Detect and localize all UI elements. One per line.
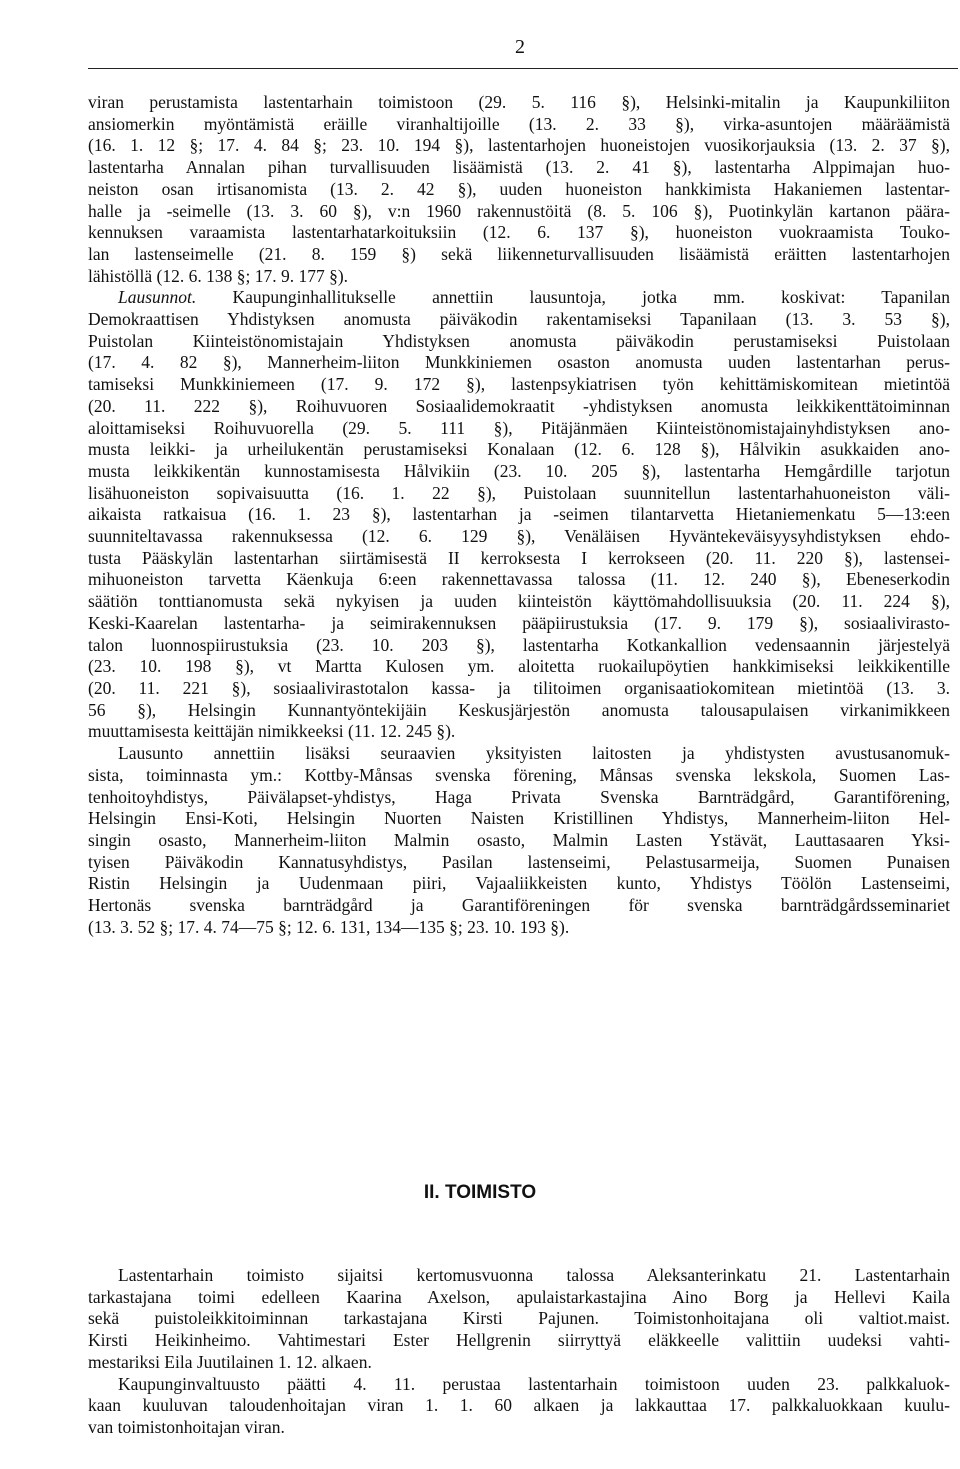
text-line: Lausunto annettiin lisäksi seuraavien yksityisten laitosten ja yhdistysten avustusanomuk-: [118, 743, 950, 764]
section-1-body: [88, 92, 950, 938]
text-line: (20. 11. 221 §), sosiaalivirastotalon kassa- ja tilitoimen organisaatiokomitean mietintöä (13. 3.: [88, 677, 950, 698]
text-line: (20. 11. 222 §), Roihuvuoren Sosiaalidemokraatit -yhdistyksen anomusta leikkikenttätoiminnan: [88, 395, 950, 416]
section-label: Lausunnot.: [118, 287, 197, 308]
text-line: lan lastenseimelle (21. 8. 159 §) sekä liikenneturvallisuuden lisäämistä eräitten lastentarhojen: [88, 243, 950, 264]
text-line: aikaista ratkaisua (16. 1. 23 §), lastentarhan ja -seimen tilantarvetta Hietaniemenkatu 5—13:een: [88, 504, 950, 525]
text-line: lähistöllä (12. 6. 138 §; 17. 9. 177 §).: [88, 265, 349, 286]
text-line: mihuoneiston tarvetta Käenkuja 6:een rakennettavassa talossa (11. 12. 240 §), Ebeneserkodin: [88, 569, 950, 590]
text-line: neiston osan irtisanomista (13. 2. 42 §), uuden huoneiston hankkimista Hakaniemen lastentar-: [88, 178, 950, 199]
text-line: sekä puistoleikkitoiminnan tarkastajana Kirsti Pajunen. Toimistonhoitajana oli valtiot.maist.: [88, 1308, 950, 1329]
text-line: mestariksi Eila Juutilainen 1. 12. alkaen.: [88, 1351, 372, 1372]
text-line: (16. 1. 12 §; 17. 4. 84 §; 23. 10. 194 §), lastentarhojen huoneistojen vuosikorjauksia (13. 2. 37 §),: [88, 135, 950, 156]
text-line: (23. 10. 198 §), vt Martta Kulosen ym. aloitetta ruokailupöytien hankkimiseksi leikkikentille: [88, 656, 950, 677]
text-line: Lastentarhain toimisto sijaitsi kertomusvuonna talossa Aleksanterinkatu 21. Lastentarhain: [118, 1265, 950, 1285]
text-line: tarkastajana toimi edelleen Kaarina Axelson, apulaistarkastajina Aino Borg ja Hellevi Kaila: [88, 1286, 950, 1307]
text-line: Kaupunginvaltuusto päätti 4. 11. perustaa lastentarhain toimistoon uuden 23. palkkaluok-: [118, 1373, 950, 1394]
text-line: musta leikkikentän kunnostamisesta Hålvikiin (23. 10. 205 §), lastentarha Hemgårdille tarjotun: [88, 460, 950, 481]
header-rule: [88, 68, 958, 69]
text-line: kaan kuuluvan taloudenhoitajan viran 1. 1. 60 alkaen ja lakkauttaa 17. palkkaluokkaan kuulu-: [88, 1395, 950, 1416]
text-line: tyisen Päiväkodin Kannatusyhdistys, Pasilan lastenseimi, Pelastusarmeija, Suomen Punaisen: [88, 851, 950, 872]
section-heading: II. TOIMISTO: [423, 1182, 537, 1203]
text-line: ansiomerkin myöntämistä eräille viranhaltijoille (13. 2. 33 §), virka-asuntojen määräämistä: [88, 113, 950, 134]
text-line: Puistolan Kiinteistönomistajain Yhdistyksen anomusta päiväkodin perustamiseksi Puistolaan: [88, 330, 950, 351]
text-line: singin osasto, Mannerheim-liiton Malmin osasto, Malmin Lasten Ystävät, Lauttasaaren Yksi-: [88, 829, 950, 850]
text-line: Helsingin Ensi-Koti, Helsingin Nuorten Naisten Kristillinen Yhdistys, Mannerheim-liiton Hel-: [88, 808, 950, 829]
text-line: halle ja -seimelle (13. 3. 60 §), v:n 1960 rakennustöitä (8. 5. 106 §), Puotinkylän kartanon päära-: [88, 200, 950, 221]
text-line: Ristin Helsingin ja Uudenmaan piiri, Vajaaliikkeisten kunto, Yhdistys Töölön Lastenseimi,: [88, 873, 950, 894]
text-line: tenhoitoyhdistys, Päivälapset-yhdistys, Haga Privata Svenska Barnträdgård, Garantiförening,: [88, 786, 950, 807]
text-line: van toimistonhoitajan viran.: [88, 1416, 285, 1437]
text-line: kennuksen varaamista lastentarhatarkoituksiin (12. 6. 137 §), huoneiston vuokraamista Touko-: [88, 222, 950, 243]
text-line: musta leikki- ja urheilukentän perustamiseksi Konalaan (12. 6. 128 §), Hålvikin asukkaiden ano-: [88, 439, 950, 460]
text-line: lastentarha Annalan pihan turvallisuuden lisäämistä (13. 2. 41 §), lastentarha Alppimajan huo-: [88, 157, 950, 178]
text-line: aloittamiseksi Roihuvuorella (29. 5. 111 §), Pitäjänmäen Kiinteistönomistajainyhdistyksen ano-: [88, 417, 950, 438]
section-2-body: [88, 1265, 950, 1439]
text-line: (17. 4. 82 §), Mannerheim-liiton Munkkiniemen osaston anomusta uuden lastentarhan perus-: [88, 352, 950, 373]
text-line: Keski-Kaarelan lastentarha- ja seimirakennuksen pääpiirustuksia (17. 9. 179 §), sosiaalivirasto-: [88, 612, 950, 633]
text-line: tusta Pääskylän lastentarhan siirtämisestä II kerroksesta I kerrokseen (20. 11. 220 §), lastensei-: [88, 547, 950, 568]
text-line: Demokraattisen Yhdistyksen anomusta päiväkodin rakentamiseksi Tapanilaan (13. 3. 53 §),: [88, 309, 950, 330]
text-line: sista, toiminnasta ym.: Kottby-Månsas svenska förening, Månsas svenska lekskola, Suomen Las-: [88, 764, 950, 785]
text-line: Hertonäs svenska barnträdgård ja Garantiföreningen för svenska barnträdgårdsseminariet: [88, 895, 950, 916]
text-line: viran perustamista lastentarhain toimistoon (29. 5. 116 §), Helsinki-mitalin ja Kaupunkiliiton: [88, 92, 950, 112]
text-line: (13. 3. 52 §; 17. 4. 74—75 §; 12. 6. 131, 134—135 §; 23. 10. 193 §).: [88, 916, 570, 937]
text-line: tamiseksi Munkkiniemeen (17. 9. 172 §), lastenpsykiatrisen työn kehittämiskomitean mietintöä: [88, 374, 950, 395]
text-line: 56 §), Helsingin Kunnantyöntekijäin Keskusjärjestön anomusta talousapulaisen virkanimikkeen: [88, 699, 950, 720]
page-number: 2: [515, 36, 525, 58]
text-line: talon luonnospiirustuksia (23. 10. 203 §), lastentarha Kotkankallion vedensaannin järjestelyä: [88, 634, 950, 655]
text-line-content: Kaupunginhallitukselle annettiin lausuntoja, jotka mm. koskivat: Tapanilan: [196, 287, 950, 308]
text-line: muuttamisesta keittäjän nimikkeeksi (11. 12. 245 §).: [88, 721, 456, 742]
text-line: säätiön tonttianomusta sekä nykyisen ja uuden kiinteistön käyttömahdollisuuksia (20. 11. 224 §),: [88, 591, 950, 612]
text-line: lisähuoneiston sopivaisuutta (16. 1. 22 §), Puistolaan suunnitellun lastentarhahuoneiston väli-: [88, 482, 950, 503]
text-line: [88, 287, 950, 309]
text-line: suunniteltavassa rakennuksessa (12. 6. 129 §), Venäläisen Hyväntekeväisyysyhdistyksen ehdo-: [88, 526, 950, 547]
text-line: Kirsti Heikinheimo. Vahtimestari Ester Hellgrenin siirryttyä eläkkeelle valittiin uudeksi vahti-: [88, 1330, 950, 1351]
